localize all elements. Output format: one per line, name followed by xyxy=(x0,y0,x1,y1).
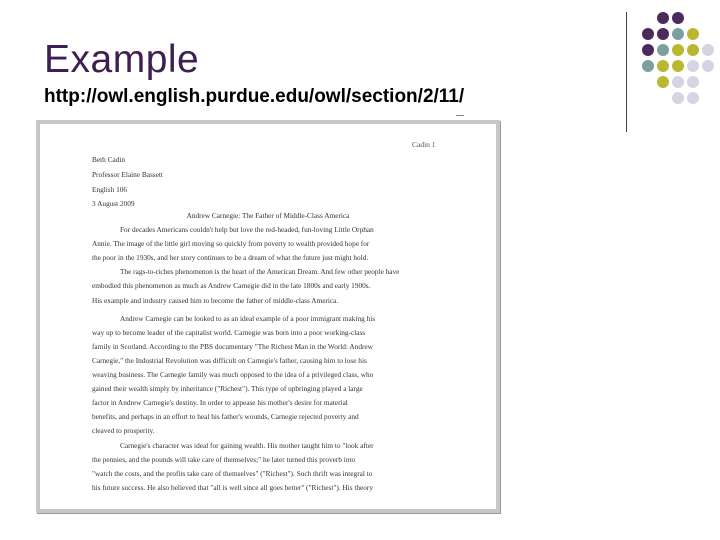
dot-purple xyxy=(657,28,669,40)
dot-purple xyxy=(642,28,654,40)
body-text-line: cleaved to prosperity. xyxy=(92,426,155,436)
body-text-line: The rags-to-riches phenomenon is the heart of the American Dream. And few other people have xyxy=(120,267,400,277)
body-text-line: family in Scotland. According to the PBS documentary "The Richest Man in the World: Andrew xyxy=(92,341,373,351)
body-text-line: the pennies, and the pounds will take care of themselves;" he later turned this proverb into xyxy=(92,454,356,464)
dot-olive xyxy=(672,60,684,72)
dot-lavender xyxy=(687,60,699,72)
decorative-dot-grid xyxy=(640,10,720,120)
dot-teal xyxy=(657,44,669,56)
body-text-line: his future success. He also believed that "all is well since all goes better" ("Richest"). His theory xyxy=(92,482,374,492)
dot-teal xyxy=(672,28,684,40)
document-content xyxy=(40,124,496,509)
dot-olive xyxy=(657,76,669,88)
dot-olive xyxy=(687,28,699,40)
body-text-line: Carnegie's character was ideal for gaining wealth. His mother taught him to "look after xyxy=(120,440,374,450)
header-line-date: 3 August 2009 xyxy=(92,199,135,208)
frame-edge-mark xyxy=(456,115,464,116)
slide-title: Example xyxy=(44,38,200,81)
document-page xyxy=(40,124,496,509)
body-text-line: For decades Americans couldn't help but love the red-headed, fun-loving Little Orphan xyxy=(120,225,374,234)
body-text-line: His example and industry caused him to become the father of middle-class America. xyxy=(92,295,339,305)
slide-subtitle-url: http://owl.english.purdue.edu/owl/section/2/11/ xyxy=(44,86,465,107)
body-text-line: the poor in the 1930s, and her story continues to be a dream of what the future just might hold. xyxy=(92,253,369,263)
dot-purple xyxy=(672,12,684,24)
body-text-line: factor in Andrew Carnegie's destiny. In order to appease his mother's desire for material xyxy=(92,398,348,408)
dot-purple xyxy=(657,12,669,24)
dot-lavender xyxy=(672,76,684,88)
body-text-line: "watch the costs, and the profits take care of themselves" ("Richest"). Such thrift was integral to xyxy=(92,468,373,478)
body-text-line: Annie. The image of the little girl moving so quickly from poverty to wealth provided hope for xyxy=(92,239,370,249)
dot-lavender xyxy=(687,76,699,88)
dot-olive xyxy=(672,44,684,56)
body-text-line: way up to become leader of the capitalist world. Carnegie was born into a poor working-class xyxy=(92,327,366,337)
dot-olive xyxy=(687,44,699,56)
body-text-line: Andrew Carnegie can be looked to as an ideal example of a poor immigrant making his xyxy=(120,313,376,323)
running-head: Cadin 1 xyxy=(412,140,436,149)
dot-lavender xyxy=(702,60,714,72)
dot-lavender xyxy=(702,44,714,56)
dot-purple xyxy=(642,44,654,56)
dot-lavender xyxy=(687,92,699,104)
body-text-line: weaving business. The Carnegie family was much opposed to the idea of a privileged class, who xyxy=(92,370,374,379)
body-text-line: embodied this phenomenon as much as Andrew Carnegie did in the late 1800s and early 1900s. xyxy=(92,281,371,291)
body-text-line: gained their wealth simply by inheritance ("Richest"). This type of upbringing played a large xyxy=(92,384,363,394)
body-text-line: benefits, and perhaps in an effort to heal his father's wounds, Carnegie rejected poverty and xyxy=(92,412,359,422)
document-title: Andrew Carnegie: The Father of Middle-Class America xyxy=(186,211,350,220)
decorative-vertical-line xyxy=(626,12,627,132)
header-line-professor: Professor Elaine Bassett xyxy=(92,170,163,179)
body-text-line: Carnegie," the Industrial Revolution was difficult on Carnegie's father, causing him to lose his xyxy=(92,355,367,365)
header-line-course: English 106 xyxy=(92,185,128,194)
dot-lavender xyxy=(672,92,684,104)
dot-olive xyxy=(657,60,669,72)
dot-teal xyxy=(642,60,654,72)
header-line-name: Beth Cadin xyxy=(92,155,126,164)
